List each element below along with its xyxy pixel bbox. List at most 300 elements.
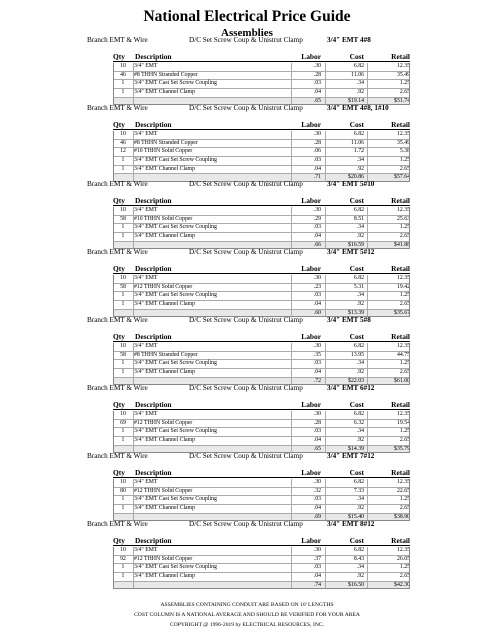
column-divider [133, 63, 134, 105]
row-qty: 1 [121, 233, 125, 240]
row-cost: .34 [356, 80, 364, 87]
column-divider [291, 131, 292, 182]
row-cost: .34 [356, 224, 364, 231]
row-description: 3/4" EMT [134, 207, 158, 213]
section-subcategory: D/C Set Screw Coup & Unistrut Clamp [189, 384, 303, 392]
total-row [113, 582, 410, 590]
section-subcategory: D/C Set Screw Coup & Unistrut Clamp [189, 36, 303, 44]
row-retail: 2.65 [399, 437, 410, 444]
column-divider [291, 275, 292, 317]
footer-note-lengths: ASSEMBLIES CONTAINING CONDUIT ARE BASED ON 10' LENGTHS [160, 602, 334, 608]
column-header-labor: Labor [301, 52, 321, 61]
column-divider [133, 275, 134, 317]
row-cost: 5.31 [353, 283, 364, 290]
row-labor: .30 [313, 479, 321, 485]
column-header-qty: Qty [113, 536, 125, 545]
row-retail: 2.65 [399, 89, 410, 96]
column-header-qty: Qty [113, 196, 125, 205]
row-qty: 1 [121, 428, 125, 435]
row-description: 3/4" EMT Channel Clamp [134, 437, 196, 444]
row-labor: .03 [313, 292, 321, 299]
column-header-labor: Labor [301, 400, 321, 409]
header-rule [113, 409, 410, 410]
row-qty: 1 [121, 496, 125, 503]
row-description: 3/4" EMT [134, 131, 158, 137]
header-rule [113, 341, 410, 342]
row-description: 3/4" EMT Cast Set Screw Coupling [134, 564, 217, 571]
row-description: 3/4" EMT [134, 479, 158, 485]
total-retail: $42.30 [394, 581, 410, 588]
row-retail: 44.75 [396, 351, 410, 358]
table-row [113, 157, 410, 166]
row-retail: 2.65 [399, 573, 410, 580]
row-labor: .03 [313, 428, 321, 435]
assembly-table [113, 63, 410, 105]
row-qty: 10 [120, 207, 126, 213]
column-header-retail: Retail [391, 120, 410, 129]
row-qty: 1 [121, 80, 125, 87]
total-labor: .66 [313, 241, 321, 248]
table-row [113, 207, 410, 216]
row-cost: 6.82 [353, 547, 364, 553]
row-cost: .92 [356, 505, 364, 512]
row-cost: .92 [356, 573, 364, 580]
row-retail: 12.35 [396, 343, 410, 349]
section-category: Branch EMT & Wire [87, 520, 148, 528]
row-description: #8 THHN Stranded Copper [134, 139, 198, 146]
total-labor: .74 [313, 581, 321, 588]
total-labor: .65 [313, 97, 321, 104]
row-cost: .92 [356, 301, 364, 308]
header-rule [113, 61, 410, 62]
row-retail: 12.35 [396, 479, 410, 485]
table-row [113, 352, 410, 361]
row-labor: .04 [313, 233, 321, 240]
row-description: 3/4" EMT [134, 275, 158, 281]
row-labor: .04 [313, 165, 321, 172]
row-qty: 46 [120, 139, 126, 146]
row-cost: 6.82 [353, 479, 364, 485]
column-divider [291, 63, 292, 105]
row-retail: 35.49 [396, 139, 410, 146]
assembly-table [113, 207, 410, 249]
assembly-table [113, 547, 410, 589]
page-title: National Electrical Price Guide [143, 8, 351, 25]
section-subcategory: D/C Set Screw Coup & Unistrut Clamp [189, 520, 303, 528]
row-retail: 26.05 [396, 555, 410, 562]
table-row [113, 505, 410, 514]
row-qty: 1 [121, 157, 125, 164]
table-row [113, 420, 410, 429]
assembly-name: 3/4" EMT 6#12 [327, 384, 375, 392]
row-cost: .92 [356, 437, 364, 444]
row-description: 3/4" EMT Channel Clamp [134, 369, 196, 376]
table-row [113, 140, 410, 149]
row-labor: .04 [313, 573, 321, 580]
row-labor: .28 [313, 139, 321, 146]
row-qty: 10 [120, 411, 126, 417]
section-subcategory: D/C Set Screw Coup & Unistrut Clamp [189, 316, 303, 324]
row-qty: 58 [120, 215, 126, 222]
row-qty: 1 [121, 573, 125, 580]
table-row [113, 496, 410, 505]
table-row [113, 166, 410, 175]
section-category: Branch EMT & Wire [87, 36, 148, 44]
column-divider [291, 207, 292, 249]
column-header-retail: Retail [391, 264, 410, 273]
column-divider [367, 343, 368, 385]
column-header-cost: Cost [349, 468, 364, 477]
table-row [113, 80, 410, 89]
column-divider [325, 275, 326, 317]
column-divider [133, 547, 134, 589]
row-qty: 10 [120, 479, 126, 485]
column-divider [367, 131, 368, 182]
row-retail: 12.35 [396, 275, 410, 281]
row-cost: 6.82 [353, 207, 364, 213]
total-retail: $35.67 [394, 309, 410, 316]
column-divider [325, 411, 326, 453]
row-retail: 12.35 [396, 207, 410, 213]
section-category: Branch EMT & Wire [87, 316, 148, 324]
column-header-labor: Labor [301, 120, 321, 129]
column-header-description: Description [135, 196, 172, 205]
section-category: Branch EMT & Wire [87, 248, 148, 256]
assembly-name: 3/4" EMT 4#8 [327, 36, 371, 44]
table-row [113, 343, 410, 352]
section-subcategory: D/C Set Screw Coup & Unistrut Clamp [189, 248, 303, 256]
column-header-retail: Retail [391, 52, 410, 61]
column-divider [133, 479, 134, 521]
column-header-description: Description [135, 332, 172, 341]
row-labor: .35 [313, 351, 321, 358]
column-header-labor: Labor [301, 332, 321, 341]
table-row [113, 148, 410, 157]
row-labor: .03 [313, 80, 321, 87]
assembly-section [0, 520, 494, 589]
column-divider [133, 411, 134, 453]
table-row [113, 556, 410, 565]
footer-note-cost: COST COLUMN IS A NATIONAL AVERAGE AND SHOULD BE VERIFIED FOR YOUR AREA [134, 612, 360, 618]
assembly-name: 3/4" EMT 7#12 [327, 452, 375, 460]
total-labor: .65 [313, 445, 321, 452]
row-retail: 2.65 [399, 301, 410, 308]
column-header-cost: Cost [349, 536, 364, 545]
row-description: #12 THHN Solid Copper [134, 419, 193, 426]
row-retail: 1.25 [399, 564, 410, 571]
column-header-description: Description [135, 400, 172, 409]
row-cost: 11.06 [351, 71, 364, 78]
column-header-description: Description [135, 536, 172, 545]
row-labor: .03 [313, 360, 321, 367]
row-labor: .04 [313, 301, 321, 308]
row-retail: 1.25 [399, 496, 410, 503]
assembly-table [113, 275, 410, 317]
table-row [113, 547, 410, 556]
column-header-qty: Qty [113, 52, 125, 61]
total-cost: $16.50 [348, 581, 364, 588]
row-cost: .34 [356, 292, 364, 299]
table-row [113, 63, 410, 72]
assembly-name: 3/4" EMT 5#12 [327, 248, 375, 256]
row-retail: 19.54 [396, 419, 410, 426]
assembly-section [0, 36, 494, 105]
total-labor: .60 [313, 309, 321, 316]
assembly-name: 3/4" EMT 5#10 [327, 180, 375, 188]
column-header-retail: Retail [391, 400, 410, 409]
row-labor: .04 [313, 437, 321, 444]
row-labor: .28 [313, 71, 321, 78]
row-labor: .32 [313, 487, 321, 494]
table-row [113, 292, 410, 301]
total-retail: $57.64 [394, 174, 410, 181]
row-labor: .30 [313, 131, 321, 137]
row-labor: .04 [313, 505, 321, 512]
column-header-cost: Cost [349, 52, 364, 61]
table-row [113, 233, 410, 242]
row-cost: .92 [356, 233, 364, 240]
row-qty: 10 [120, 63, 126, 69]
column-header-cost: Cost [349, 196, 364, 205]
row-cost: 6.82 [353, 63, 364, 69]
column-header-qty: Qty [113, 120, 125, 129]
row-qty: 69 [120, 419, 126, 426]
row-cost: .34 [356, 157, 364, 164]
header-rule [113, 545, 410, 546]
row-description: 3/4" EMT Cast Set Screw Coupling [134, 496, 217, 503]
table-row [113, 488, 410, 497]
row-qty: 1 [121, 505, 125, 512]
row-description: 3/4" EMT Cast Set Screw Coupling [134, 80, 217, 87]
table-row [113, 72, 410, 81]
total-cost: $14.39 [348, 445, 364, 452]
total-cost: $19.14 [348, 97, 364, 104]
row-labor: .03 [313, 157, 321, 164]
footer-copyright: COPYRIGHT @ 1996-2019 by ELECTRICAL RESOURCES, INC. [169, 622, 324, 628]
header-rule [113, 129, 410, 130]
row-description: 3/4" EMT Cast Set Screw Coupling [134, 292, 217, 299]
row-cost: .34 [356, 360, 364, 367]
section-subcategory: D/C Set Screw Coup & Unistrut Clamp [189, 104, 303, 112]
row-qty: 58 [120, 351, 126, 358]
column-divider [133, 207, 134, 249]
row-qty: 92 [120, 555, 126, 562]
row-retail: 35.49 [396, 71, 410, 78]
section-subcategory: D/C Set Screw Coup & Unistrut Clamp [189, 180, 303, 188]
header-rule [113, 205, 410, 206]
row-cost: .34 [356, 564, 364, 571]
column-header-qty: Qty [113, 400, 125, 409]
row-description: 3/4" EMT [134, 411, 158, 417]
row-description: 3/4" EMT Cast Set Screw Coupling [134, 157, 217, 164]
assembly-table [113, 343, 410, 385]
row-labor: .30 [313, 547, 321, 553]
table-row [113, 360, 410, 369]
column-header-qty: Qty [113, 468, 125, 477]
column-header-cost: Cost [349, 120, 364, 129]
column-header-qty: Qty [113, 264, 125, 273]
total-retail: $38.90 [394, 513, 410, 520]
total-cost: $15.40 [348, 513, 364, 520]
column-header-cost: Cost [349, 332, 364, 341]
row-description: 3/4" EMT Channel Clamp [134, 301, 196, 308]
page-subtitle: Assemblies [221, 27, 273, 39]
row-qty: 1 [121, 301, 125, 308]
row-cost: 7.33 [353, 487, 364, 494]
total-retail: $51.74 [394, 97, 410, 104]
table-row [113, 89, 410, 98]
row-description: #10 THHN Solid Copper [134, 148, 193, 155]
column-divider [325, 343, 326, 385]
row-cost: 8.43 [353, 555, 364, 562]
row-description: #8 THHN Stranded Copper [134, 351, 198, 358]
row-labor: .30 [313, 207, 321, 213]
column-divider [325, 479, 326, 521]
column-header-cost: Cost [349, 264, 364, 273]
row-cost: .92 [356, 89, 364, 96]
row-cost: 6.82 [353, 275, 364, 281]
row-labor: .03 [313, 224, 321, 231]
row-description: 3/4" EMT Channel Clamp [134, 505, 196, 512]
total-labor: .71 [313, 174, 321, 181]
table-row [113, 573, 410, 582]
row-description: 3/4" EMT Cast Set Screw Coupling [134, 360, 217, 367]
row-description: 3/4" EMT Channel Clamp [134, 165, 196, 172]
row-qty: 1 [121, 360, 125, 367]
row-qty: 1 [121, 437, 125, 444]
assembly-section [0, 384, 494, 453]
row-qty: 1 [121, 89, 125, 96]
row-labor: .04 [313, 89, 321, 96]
row-retail: 12.35 [396, 63, 410, 69]
row-retail: 2.65 [399, 165, 410, 172]
row-description: #12 THHN Solid Copper [134, 487, 193, 494]
assembly-name: 3/4" EMT 8#12 [327, 520, 375, 528]
table-row [113, 369, 410, 378]
column-divider [291, 479, 292, 521]
section-category: Branch EMT & Wire [87, 384, 148, 392]
row-retail: 12.35 [396, 547, 410, 553]
row-labor: .28 [313, 419, 321, 426]
row-retail: 22.65 [396, 487, 410, 494]
row-qty: 1 [121, 564, 125, 571]
column-header-labor: Labor [301, 468, 321, 477]
row-cost: .92 [356, 369, 364, 376]
total-cost: $22.03 [348, 377, 364, 384]
total-retail: $41.88 [394, 241, 410, 248]
row-cost: 8.51 [353, 215, 364, 222]
row-labor: .03 [313, 564, 321, 571]
section-category: Branch EMT & Wire [87, 452, 148, 460]
row-cost: .34 [356, 496, 364, 503]
row-labor: .30 [313, 411, 321, 417]
column-header-description: Description [135, 52, 172, 61]
row-retail: 1.25 [399, 80, 410, 87]
section-subcategory: D/C Set Screw Coup & Unistrut Clamp [189, 452, 303, 460]
column-divider [291, 411, 292, 453]
row-qty: 10 [120, 343, 126, 349]
row-qty: 80 [120, 487, 126, 494]
row-retail: 19.42 [396, 283, 410, 290]
table-row [113, 411, 410, 420]
row-cost: 11.06 [351, 139, 364, 146]
row-description: 3/4" EMT [134, 63, 158, 69]
row-labor: .06 [313, 148, 321, 155]
row-labor: .04 [313, 369, 321, 376]
column-divider [325, 63, 326, 105]
row-labor: .30 [313, 343, 321, 349]
row-labor: .03 [313, 496, 321, 503]
row-retail: 1.25 [399, 360, 410, 367]
assembly-table [113, 411, 410, 453]
row-retail: 1.25 [399, 292, 410, 299]
row-labor: .29 [313, 215, 321, 222]
column-header-retail: Retail [391, 332, 410, 341]
row-description: 3/4" EMT Cast Set Screw Coupling [134, 224, 217, 231]
column-divider [291, 343, 292, 385]
row-description: 3/4" EMT Channel Clamp [134, 89, 196, 96]
total-cost: $16.59 [348, 241, 364, 248]
row-labor: .23 [313, 283, 321, 290]
column-header-retail: Retail [391, 196, 410, 205]
assembly-section [0, 452, 494, 521]
column-header-qty: Qty [113, 332, 125, 341]
assembly-section [0, 248, 494, 317]
assembly-section [0, 104, 494, 181]
total-labor: .72 [313, 377, 321, 384]
row-description: 3/4" EMT [134, 343, 158, 349]
row-retail: 1.25 [399, 428, 410, 435]
row-description: 3/4" EMT Channel Clamp [134, 233, 196, 240]
row-retail: 2.65 [399, 233, 410, 240]
column-header-labor: Labor [301, 196, 321, 205]
row-cost: 6.82 [353, 343, 364, 349]
total-cost: $20.86 [348, 174, 364, 181]
table-row [113, 428, 410, 437]
row-retail: 5.38 [399, 148, 410, 155]
column-header-retail: Retail [391, 468, 410, 477]
row-description: #12 THHN Solid Copper [134, 555, 193, 562]
table-row [113, 275, 410, 284]
table-row [113, 437, 410, 446]
row-retail: 2.65 [399, 505, 410, 512]
total-retail: $35.79 [394, 445, 410, 452]
total-cost: $13.39 [348, 309, 364, 316]
column-divider [133, 131, 134, 182]
column-divider [367, 207, 368, 249]
total-labor: .69 [313, 513, 321, 520]
row-description: #10 THHN Solid Copper [134, 215, 193, 222]
row-cost: 13.95 [350, 351, 364, 358]
table-row [113, 564, 410, 573]
assembly-name: 3/4" EMT 4#8, 1#10 [327, 104, 389, 112]
row-qty: 46 [120, 71, 126, 78]
row-retail: 12.35 [396, 411, 410, 417]
table-row [113, 131, 410, 140]
header-rule [113, 273, 410, 274]
column-header-labor: Labor [301, 264, 321, 273]
table-row [113, 216, 410, 225]
table-row [113, 224, 410, 233]
row-retail: 1.25 [399, 157, 410, 164]
assembly-table [113, 131, 410, 182]
row-qty: 1 [121, 292, 125, 299]
section-category: Branch EMT & Wire [87, 180, 148, 188]
column-divider [367, 479, 368, 521]
section-category: Branch EMT & Wire [87, 104, 148, 112]
column-divider [367, 63, 368, 105]
row-qty: 10 [120, 131, 126, 137]
